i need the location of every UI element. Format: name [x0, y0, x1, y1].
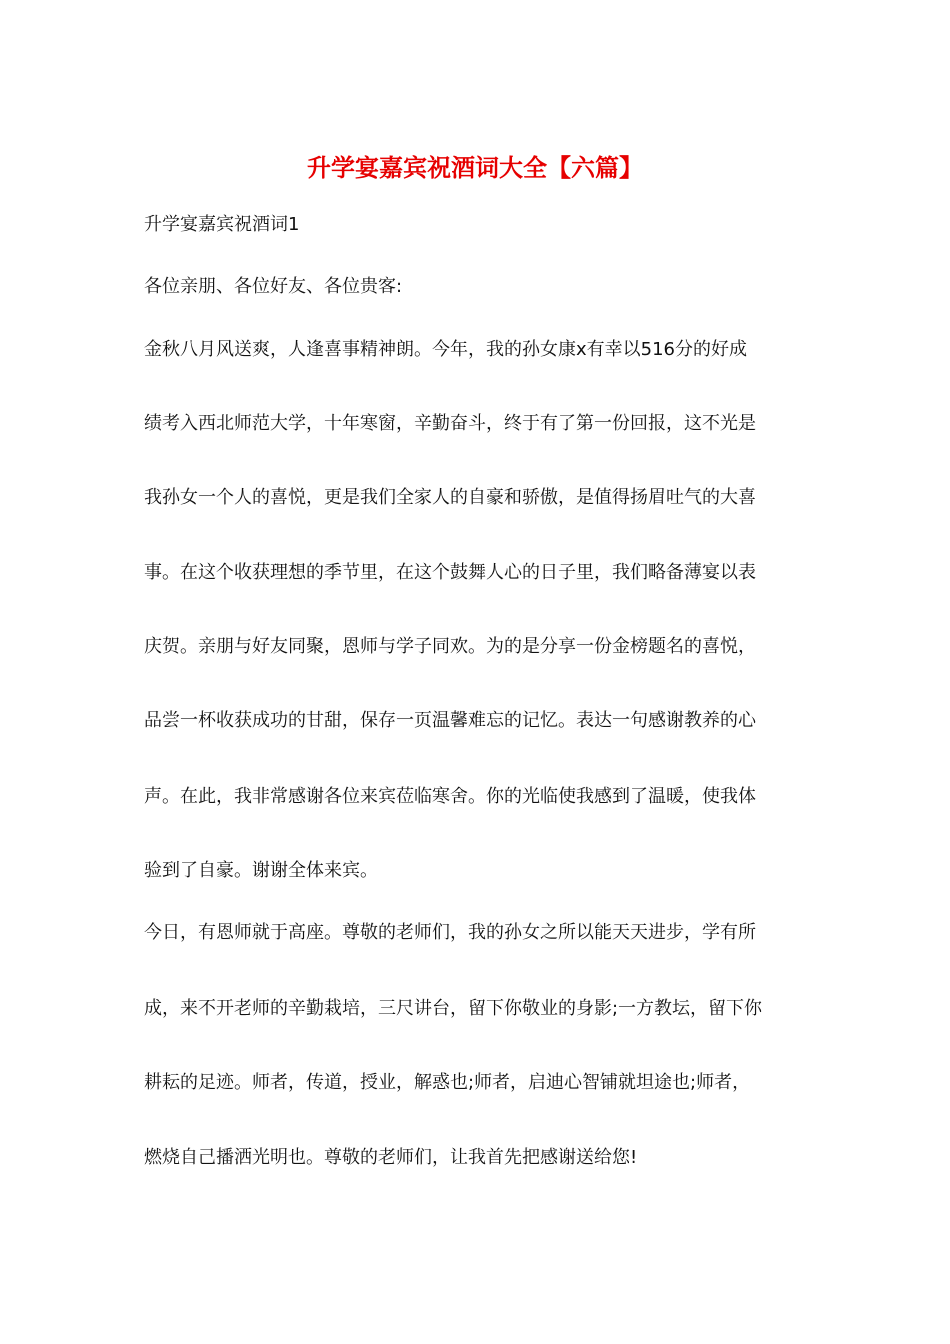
text-line: 品尝一杯收获成功的甘甜，保存一页温馨难忘的记忆。表达一句感谢教养的心 — [144, 710, 756, 731]
text-line: 耕耘的足迹。师者，传道，授业，解惑也;师者，启迪心智铺就坦途也;师者， — [144, 1072, 751, 1093]
salutation: 各位亲朋、各位好友、各位贵客: — [144, 276, 403, 297]
text-line: 声。在此，我非常感谢各位来宾莅临寒舍。你的光临使我感到了温暖，使我体 — [144, 786, 756, 807]
document-title: 升学宴嘉宾祝酒词大全【六篇】 — [307, 153, 643, 182]
text-line: 金秋八月风送爽，人逢喜事精神朗。今年，我的孙女康x有幸以516分的好成 — [144, 339, 748, 360]
text-line: 成，来不开老师的辛勤栽培，三尺讲台，留下你敬业的身影;一方教坛，留下你 — [144, 998, 763, 1019]
section-heading: 升学宴嘉宾祝酒词1 — [144, 214, 300, 235]
text-line: 庆贺。亲朋与好友同聚，恩师与学子同欢。为的是分享一份金榜题名的喜悦， — [144, 636, 756, 657]
text-line: 我孙女一个人的喜悦，更是我们全家人的自豪和骄傲，是值得扬眉吐气的大喜 — [144, 487, 756, 508]
text-line: 验到了自豪。谢谢全体来宾。 — [144, 860, 378, 881]
text-line: 事。在这个收获理想的季节里，在这个鼓舞人心的日子里，我们略备薄宴以表 — [144, 562, 756, 583]
text-line: 燃烧自己播洒光明也。尊敬的老师们，让我首先把感谢送给您! — [144, 1147, 638, 1168]
text-line: 绩考入西北师范大学，十年寒窗，辛勤奋斗，终于有了第一份回报，这不光是 — [144, 413, 756, 434]
text-line: 今日，有恩师就于高座。尊敬的老师们，我的孙女之所以能天天进步，学有所 — [144, 922, 756, 943]
